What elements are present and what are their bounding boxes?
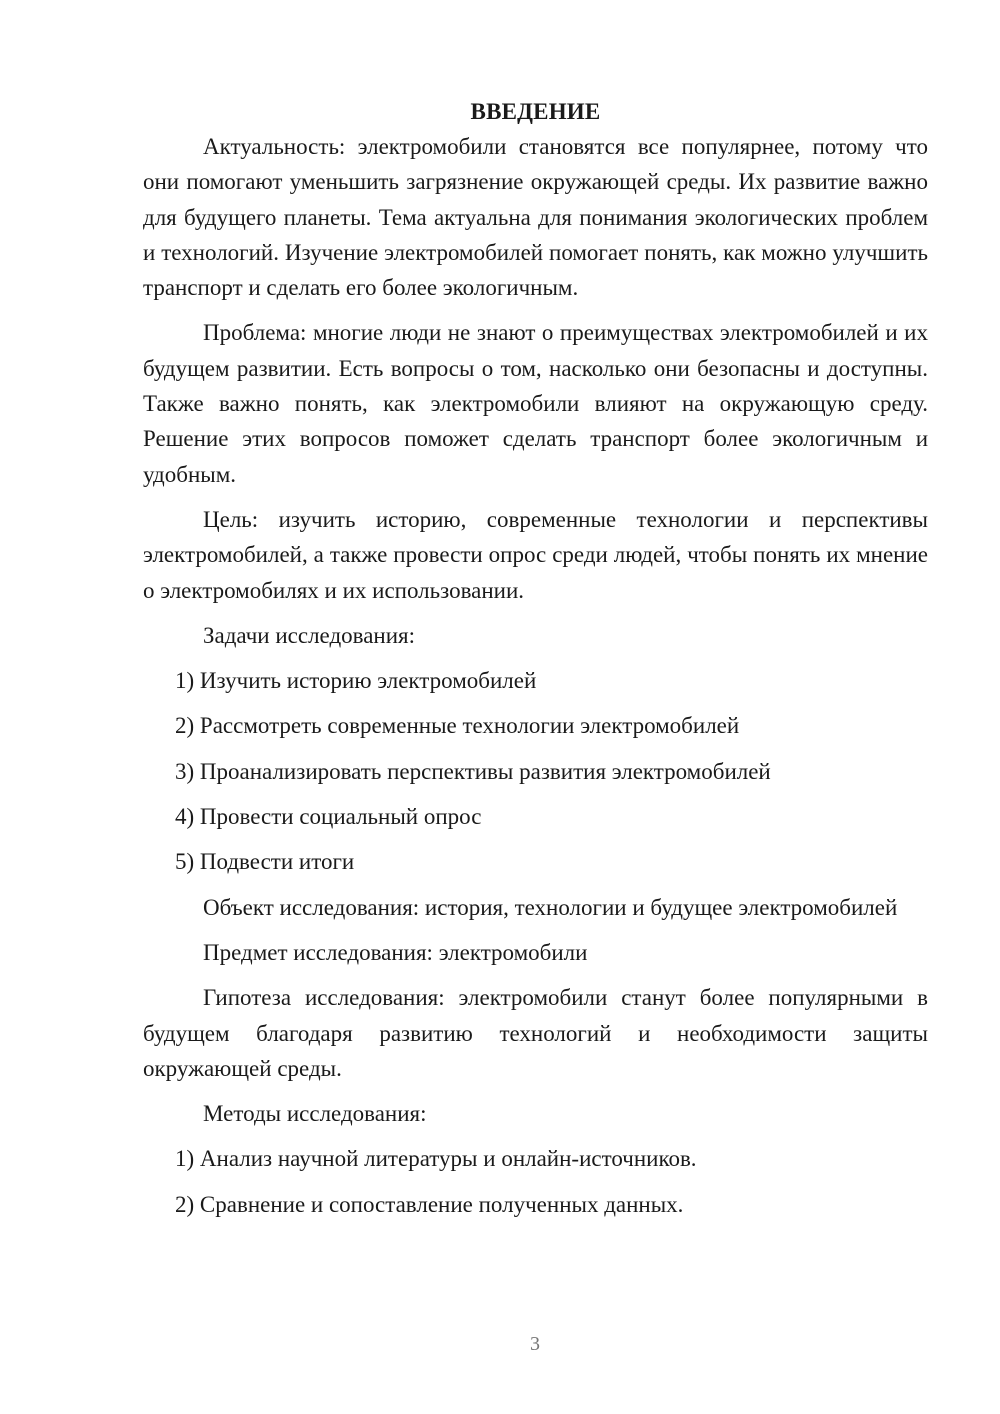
object-paragraph: Объект исследования: история, технологии и будущее электромобилей — [203, 894, 898, 920]
list-item: 5) Подвести итоги — [175, 849, 355, 875]
list-item: 2) Рассмотреть современные технологии электромобилей — [175, 713, 740, 739]
goal-paragraph: Цель: изучить историю, современные технологии и перспективы электромобилей, а также провести опрос среди людей, чтобы понять их мнение о электромобилях и их использовании. — [143, 506, 928, 603]
list-item: 1) Изучить историю электромобилей — [175, 668, 537, 694]
tasks-label: Задачи исследования: — [203, 622, 416, 648]
list-item: 2) Сравнение и сопоставление полученных данных. — [175, 1191, 684, 1217]
tasks-list — [143, 663, 928, 879]
list-item: 1) Анализ научной литературы и онлайн-источников. — [175, 1146, 697, 1172]
problem-paragraph: Проблема: многие люди не знают о преимуществах электромобилей и их будущем развитии. Есть вопросы о том, насколько они безопасны и доступны. Также важно понять, как электромобили влияют на окружающую среду. Решение этих вопросов поможет сделать транспорт более экологичным и удобным. — [143, 320, 928, 487]
subject-paragraph: Предмет исследования: электромобили — [203, 939, 588, 965]
list-item: 4) Провести социальный опрос — [175, 804, 482, 830]
list-item: 3) Проанализировать перспективы развития электромобилей — [175, 758, 771, 784]
relevance-paragraph: Актуальность: электромобили становятся все популярнее, потому что они помогают уменьшить загрязнение окружающей среды. Их развитие важно для будущего планеты. Тема актуальна для понимания экологических проблем и технологий. Изучение электромобилей помогает понять, как можно улучшить транспорт и сделать его более экологичным. — [143, 134, 928, 301]
methods-label: Методы исследования: — [203, 1101, 427, 1127]
methods-list — [143, 1141, 928, 1222]
hypothesis-paragraph: Гипотеза исследования: электромобили станут более популярными в будущем благодаря развитию технологий и необходимости защиты окружающей среды. — [143, 985, 928, 1081]
page-number: 3 — [530, 1333, 540, 1355]
page-content — [143, 94, 928, 1232]
page-title: ВВЕДЕНИЕ — [470, 99, 601, 124]
